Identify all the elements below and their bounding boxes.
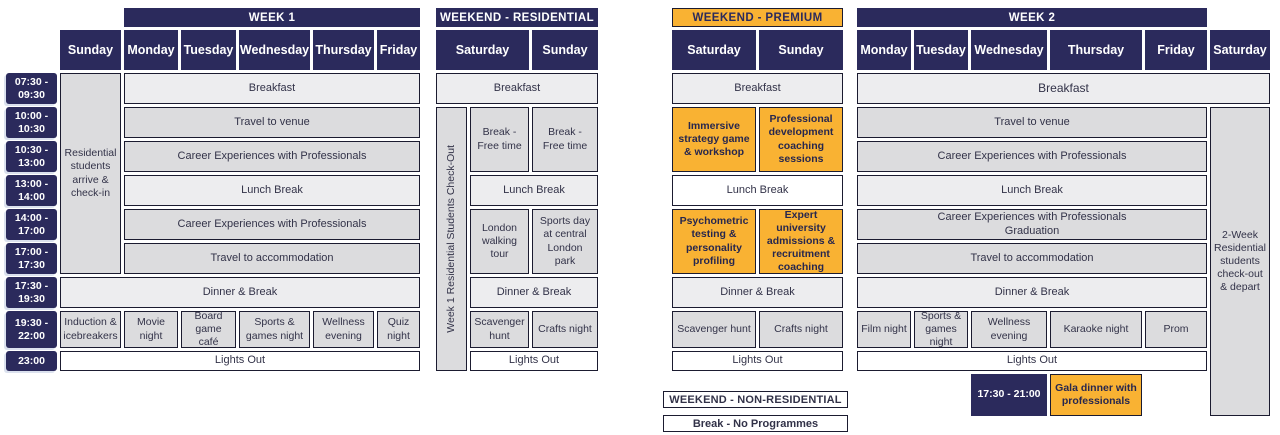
week2-lunch-cell: Lunch Break xyxy=(857,175,1207,206)
week1-day-wednesday: Wednesday xyxy=(239,30,310,70)
weekend-residential-lunch-cell: Lunch Break xyxy=(470,175,598,206)
week1-evening-cell: Induction & icebreakers xyxy=(60,311,121,348)
week1-sunday-arrival-cell: Residential students arrive & check-in xyxy=(60,73,121,274)
week2-day-wednesday: Wednesday xyxy=(971,30,1047,70)
weekend-non-residential-title: WEEKEND - NON-RESIDENTIAL xyxy=(663,391,848,408)
week1-lunch-cell: Lunch Break xyxy=(124,175,420,206)
week1-day-friday: Friday xyxy=(377,30,420,70)
week2-evening-cell: Prom xyxy=(1145,311,1207,348)
week2-lights-out-cell: Lights Out xyxy=(857,351,1207,371)
week2-section xyxy=(857,8,1270,416)
weekend-premium-dinner-cell: Dinner & Break xyxy=(672,277,843,308)
weekend-residential-break-saturday-cell: Break - Free time xyxy=(470,107,529,172)
week1-evening-cell: Sports & games night xyxy=(239,311,310,348)
week1-career-pm-cell: Career Experiences with Professionals xyxy=(124,209,420,240)
week2-day-tuesday: Tuesday xyxy=(914,30,968,70)
weekend-premium-psychometric-cell: Psychometric testing & personality profiling xyxy=(672,209,756,274)
weekend-premium-crafts-cell: Crafts night xyxy=(759,311,843,348)
time-slot: 07:30 - 09:30 xyxy=(6,73,57,104)
weekend-non-residential-note: Break - No Programmes xyxy=(663,415,848,432)
time-slot: 23:00 xyxy=(6,351,57,371)
weekend-residential-walking-tour-cell: London walking tour xyxy=(470,209,529,274)
week2-career-pm-line1: Career Experiences with Professionals xyxy=(937,210,1127,223)
weekend-residential-breakfast-cell: Breakfast xyxy=(436,73,598,104)
week2-saturday-checkout-cell: 2-Week Residential students check-out & depart xyxy=(1210,107,1270,416)
weekend-premium-day-saturday: Saturday xyxy=(672,30,756,70)
week1-day-monday: Monday xyxy=(124,30,178,70)
time-slot: 14:00 - 17:00 xyxy=(6,209,57,240)
time-slot: 19:30 - 22:00 xyxy=(6,311,57,348)
week1-evening-cell: Wellness evening xyxy=(313,311,374,348)
week1-travel-accommodation-cell: Travel to accommodation xyxy=(124,243,420,274)
week2-career-am-cell: Career Experiences with Professionals xyxy=(857,141,1207,172)
week2-travel-venue-cell: Travel to venue xyxy=(857,107,1207,138)
week2-career-pm-line2: Graduation xyxy=(1004,224,1060,237)
weekend-premium-lights-out-cell: Lights Out xyxy=(672,351,843,371)
weekend-premium-admissions-cell: Expert university admissions & recruitment coaching xyxy=(759,209,843,274)
weekend-residential-title: WEEKEND - RESIDENTIAL xyxy=(436,8,598,27)
time-slot: 17:30 - 19:30 xyxy=(6,277,57,308)
weekend-residential-day-sunday: Sunday xyxy=(532,30,598,70)
weekend-residential-lights-out-cell: Lights Out xyxy=(470,351,598,371)
week2-evening-cell: Sports & games night xyxy=(914,311,968,348)
gala-dinner-time-cell: 17:30 - 21:00 xyxy=(971,374,1047,416)
weekend-premium-scavenger-cell: Scavenger hunt xyxy=(672,311,756,348)
week2-evening-cell: Karaoke night xyxy=(1050,311,1142,348)
week2-travel-accommodation-cell: Travel to accommodation xyxy=(857,243,1207,274)
week1-checkout-vertical-cell xyxy=(436,107,467,371)
time-slot: 17:00 - 17:30 xyxy=(6,243,57,274)
weekend-residential-day-saturday: Saturday xyxy=(436,30,529,70)
week2-day-monday: Monday xyxy=(857,30,911,70)
weekend-residential-dinner-cell: Dinner & Break xyxy=(470,277,598,308)
week1-checkout-vertical-label: Week 1 Residential Students Check-Out xyxy=(444,145,457,333)
week1-day-tuesday: Tuesday xyxy=(181,30,236,70)
weekend-premium-lunch-cell: Lunch Break xyxy=(672,175,843,206)
week2-breakfast-cell: Breakfast xyxy=(857,73,1270,104)
weekend-premium-breakfast-cell: Breakfast xyxy=(672,73,843,104)
weekend-residential-break-sunday-cell: Break - Free time xyxy=(532,107,598,172)
week2-day-saturday: Saturday xyxy=(1210,30,1270,70)
weekend-premium-pro-development-cell: Professional development coaching sessions xyxy=(759,107,843,172)
week1-day-sunday: Sunday xyxy=(60,30,121,70)
week2-evening-cell: Film night xyxy=(857,311,911,348)
week1-section xyxy=(6,8,420,371)
week2-day-thursday: Thursday xyxy=(1050,30,1142,70)
weekend-premium-title: WEEKEND - PREMIUM xyxy=(672,8,843,27)
week1-breakfast-cell: Breakfast xyxy=(124,73,420,104)
time-slot: 10:30 - 13:00 xyxy=(6,141,57,172)
week1-career-am-cell: Career Experiences with Professionals xyxy=(124,141,420,172)
weekend-premium-day-sunday: Sunday xyxy=(759,30,843,70)
weekend-residential-sports-day-cell: Sports day at central London park xyxy=(532,209,598,274)
weekend-residential-section xyxy=(436,8,598,371)
weekend-premium-section xyxy=(672,8,843,371)
weekend-residential-scavenger-cell: Scavenger hunt xyxy=(470,311,529,348)
week1-travel-venue-cell: Travel to venue xyxy=(124,107,420,138)
week2-title: WEEK 2 xyxy=(857,8,1207,27)
week1-title: WEEK 1 xyxy=(124,8,420,27)
week2-dinner-cell: Dinner & Break xyxy=(857,277,1207,308)
week1-lights-out-cell: Lights Out xyxy=(60,351,420,371)
week1-evening-cell: Board game café xyxy=(181,311,236,348)
time-slot: 13:00 - 14:00 xyxy=(6,175,57,206)
week2-day-friday: Friday xyxy=(1145,30,1207,70)
weekend-residential-crafts-cell: Crafts night xyxy=(532,311,598,348)
week1-evening-cell: Quiz night xyxy=(377,311,420,348)
week1-day-thursday: Thursday xyxy=(313,30,374,70)
week2-career-graduation-cell xyxy=(857,209,1207,240)
week2-evening-cell: Wellness evening xyxy=(971,311,1047,348)
week1-evening-cell: Movie night xyxy=(124,311,178,348)
time-slot: 10:00 - 10:30 xyxy=(6,107,57,138)
gala-dinner-label-cell: Gala dinner with professionals xyxy=(1050,374,1142,416)
week1-dinner-cell: Dinner & Break xyxy=(60,277,420,308)
weekend-premium-immersive-cell: Immersive strategy game & workshop xyxy=(672,107,756,172)
